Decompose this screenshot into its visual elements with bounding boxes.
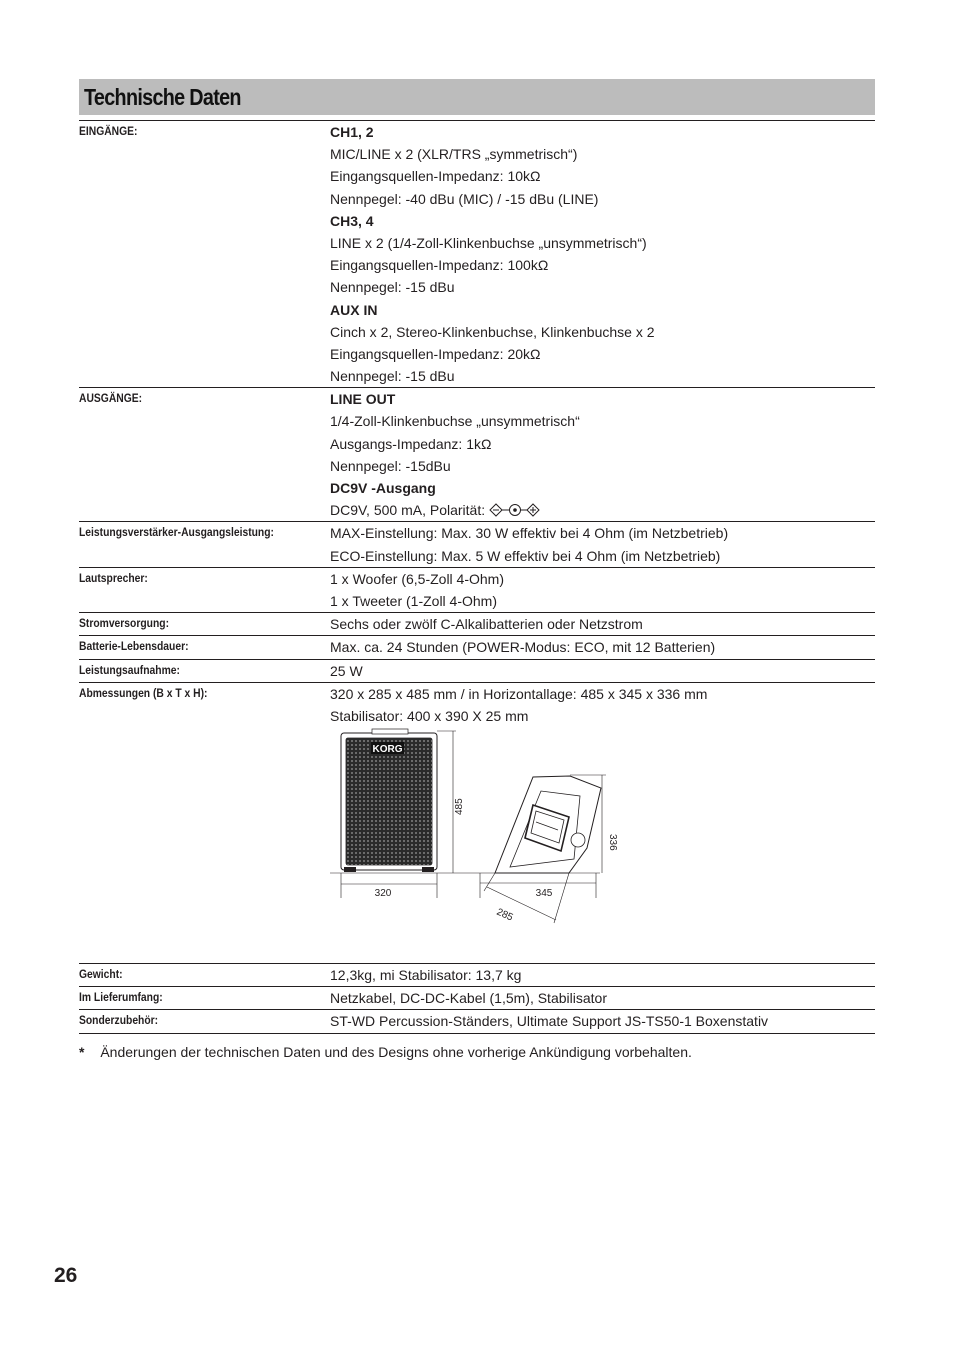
spec-value-text: Max. ca. 24 Stunden (POWER-Modus: ECO, mit 12 Batterien) [330, 639, 716, 656]
spec-row [79, 987, 875, 1010]
spec-row [79, 636, 875, 659]
dc-polarity-icon [489, 503, 541, 517]
spec-label: Gewicht: [79, 967, 123, 982]
footnote-text: Änderungen der technischen Daten und des Designs ohne vorherige Ankündigung vorbehalten. [100, 1044, 692, 1060]
spec-label: AUSGÄNGE: [79, 391, 143, 406]
spec-value-text: 1 x Tweeter (1-Zoll 4-Ohm) [330, 592, 498, 609]
spec-values [330, 987, 875, 1009]
spec-values [330, 1010, 875, 1032]
spec-value [330, 455, 875, 477]
spec-value [330, 545, 875, 567]
spec-values [330, 121, 875, 387]
spec-value [330, 343, 875, 365]
spec-value-text: Eingangsquellen-Impedanz: 100kΩ [330, 257, 549, 274]
spec-row [79, 388, 875, 522]
spec-values [330, 568, 875, 612]
spec-subheading [330, 299, 875, 321]
dim-285-label: 285 [494, 906, 515, 924]
korg-logo-text: KORG [372, 744, 403, 756]
spec-value-text: LINE OUT [330, 391, 396, 408]
spec-value-text: Cinch x 2, Stereo-Klinkenbuchse, Klinkenbuchse x 2 [330, 323, 655, 340]
dim-336-label: 336 [607, 834, 618, 851]
spec-table [79, 121, 875, 1034]
dimension-diagram [330, 727, 875, 963]
page-header [79, 79, 875, 115]
dim-485-label: 485 [454, 798, 465, 816]
spec-value [330, 590, 875, 612]
spec-values [330, 964, 875, 986]
spec-value-text: Netzkabel, DC-DC-Kabel (1,5m), Stabilisator [330, 990, 607, 1007]
spec-row [79, 613, 875, 636]
spec-row [79, 1010, 875, 1033]
spec-value-text: Nennpegel: -40 dBu (MIC) / -15 dBu (LINE) [330, 190, 599, 207]
spec-value [330, 433, 875, 455]
spec-value-text: 1/4-Zoll-Klinkenbuchse „unsymmetrisch“ [330, 413, 580, 430]
upright-speaker [341, 729, 437, 872]
spec-value-text: Nennpegel: -15dBu [330, 457, 451, 474]
spec-value [330, 165, 875, 187]
spec-value [330, 499, 875, 521]
dim-320-label: 320 [374, 888, 392, 900]
spec-subheading [330, 388, 875, 410]
spec-label: Im Lieferumfang: [79, 990, 163, 1005]
tilted-speaker [495, 776, 601, 873]
spec-value [330, 964, 875, 986]
spec-value [330, 410, 875, 432]
spec-value [330, 613, 875, 635]
spec-label: EINGÄNGE: [79, 124, 138, 138]
spec-value-text: Nennpegel: -15 dBu [330, 368, 455, 385]
spec-value [330, 232, 875, 254]
spec-values [330, 388, 875, 521]
spec-values [330, 522, 875, 566]
spec-value-text: AUX IN [330, 301, 378, 318]
spec-label: Sonderzubehör: [79, 1013, 159, 1028]
footnote-mark: * [79, 1044, 85, 1060]
footnote [79, 1044, 692, 1060]
spec-value [330, 705, 875, 727]
spec-value-text: DC9V, 500 mA, Polarität: [330, 502, 486, 519]
spec-value-text: MIC/LINE x 2 (XLR/TRS „symmetrisch“) [330, 146, 578, 163]
spec-label: Abmessungen (B x T x H): [79, 685, 208, 700]
spec-value-text: CH3, 4 [330, 212, 374, 229]
spec-row [79, 121, 875, 388]
spec-label: Batterie-Lebensdauer: [79, 639, 189, 654]
spec-value-text: 1 x Woofer (6,5-Zoll 4-Ohm) [330, 570, 505, 587]
spec-row [79, 683, 875, 964]
spec-value [330, 143, 875, 165]
spec-value [330, 254, 875, 276]
spec-row [79, 660, 875, 683]
spec-value [330, 636, 875, 658]
spec-label: Leistungsverstärker-Ausgangsleistung: [79, 525, 274, 540]
spec-value [330, 660, 875, 682]
spec-value [330, 522, 875, 544]
spec-subheading [330, 121, 875, 143]
spec-row [79, 522, 875, 567]
speaker-dimension-drawing [330, 727, 875, 963]
page-title: Technische Daten [84, 84, 241, 110]
spec-value [330, 683, 875, 705]
spec-value-text: DC9V -Ausgang [330, 480, 436, 496]
spec-value-text: Ausgangs-Impedanz: 1kΩ [330, 435, 492, 452]
spec-value [330, 568, 875, 590]
spec-subheading [330, 210, 875, 232]
spec-value [330, 365, 875, 387]
spec-value [330, 1010, 875, 1032]
spec-value-text: ST-WD Percussion-Ständers, Ultimate Support JS-TS50-1 Boxenstativ [330, 1013, 769, 1030]
spec-value-text: ECO-Einstellung: Max. 5 W effektiv bei 4 Ohm (im Netzbetrieb) [330, 547, 721, 564]
spec-subheading [330, 477, 875, 499]
spec-label: Lautsprecher: [79, 570, 148, 585]
spec-value [330, 987, 875, 1009]
spec-values [330, 613, 875, 635]
spec-value-text: Nennpegel: -15 dBu [330, 279, 455, 296]
spec-value-text: Eingangsquellen-Impedanz: 20kΩ [330, 345, 541, 362]
spec-value-text: 12,3kg, mi Stabilisator: 13,7 kg [330, 967, 522, 984]
spec-values [330, 683, 875, 963]
spec-row [79, 568, 875, 613]
spec-value [330, 188, 875, 210]
spec-value-text: LINE x 2 (1/4-Zoll-Klinkenbuchse „unsymmetrisch“) [330, 234, 647, 251]
spec-value-text: 320 x 285 x 485 mm / in Horizontallage: 485 x 345 x 336 mm [330, 685, 708, 702]
spec-value-text: 25 W [330, 662, 363, 679]
page-number: 26 [54, 1264, 78, 1287]
spec-value-text: Stabilisator: 400 x 390 X 25 mm [330, 707, 529, 724]
spec-value-text: MAX-Einstellung: Max. 30 W effektiv bei 4 Ohm (im Netzbetrieb) [330, 525, 729, 542]
spec-values [330, 636, 875, 658]
spec-values [330, 660, 875, 682]
spec-label: Leistungsaufnahme: [79, 662, 180, 677]
spec-value-text: CH1, 2 [330, 124, 374, 140]
spec-value [330, 321, 875, 343]
spec-value-text: Sechs oder zwölf C-Alkalibatterien oder Netzstrom [330, 616, 643, 633]
spec-value [330, 276, 875, 298]
spec-label: Stromversorgung: [79, 616, 170, 631]
spec-row [79, 964, 875, 987]
spec-value-text: Eingangsquellen-Impedanz: 10kΩ [330, 168, 541, 185]
dim-345-label: 345 [535, 888, 553, 900]
